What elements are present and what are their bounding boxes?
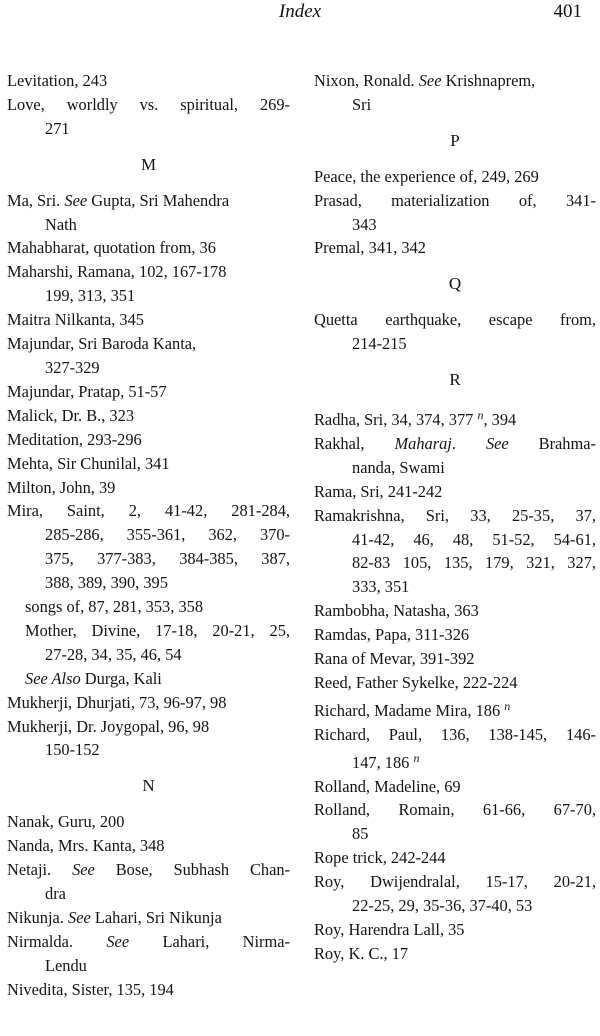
index-entry-heading: Milton, John, 39 (7, 477, 116, 497)
index-entry-heading: Radha, Sri, 34, 374, 377 $^n$, 394 (314, 407, 517, 429)
index-entry-heading: Maharshi, Ramana, 102, 167-178 (7, 262, 227, 282)
index-entry-continuation: 375, 377-383, 384-385, 387, (45, 549, 290, 569)
index-entry (7, 332, 290, 380)
index-entry (314, 308, 596, 356)
index-letter-heading (314, 129, 596, 153)
index-entry-continuation: 22-25, 29, 35-36, 37-40, 53 (352, 896, 533, 916)
index-entry (314, 165, 596, 189)
index-entry-continuation: 343 (352, 214, 377, 234)
index-entry-heading: Prasad, materialization of, 341- (314, 190, 596, 210)
index-entry-heading: Rolland, Romain, 61-66, 67-70, (314, 800, 596, 820)
index-entry-heading: Premal, 341, 342 (314, 238, 426, 258)
index-entry-heading: Roy, Dwijendralal, 15-17, 20-21, (314, 872, 596, 892)
index-entry-heading: Nirmalda. See Lahari, Nirma- (7, 931, 290, 951)
page-number: 401 (553, 1, 582, 22)
index-entry (7, 810, 290, 834)
index-letter-heading (314, 368, 596, 392)
index-entry (7, 906, 290, 930)
index-entry-heading: Nixon, Ronald. See Krishnaprem, (314, 71, 536, 90)
letter-heading-text: P (450, 130, 460, 150)
index-entry-heading: Quetta earthquake, escape from, (314, 310, 596, 330)
index-entry-continuation: Nath (45, 214, 77, 234)
index-entry-continuation: 214-215 (352, 334, 407, 354)
index-entry (7, 667, 290, 691)
index-entry-continuation: 327-329 (45, 357, 100, 377)
index-entry (7, 930, 290, 978)
index-entry (7, 189, 290, 237)
index-entry-continuation: dra (45, 884, 66, 903)
index-entry-heading: Netaji. See Bose, Subhash Chan- (7, 860, 291, 880)
index-entry-continuation: 82-83 105, 135, 179, 321, 327, (352, 553, 596, 573)
index-entry-heading: Richard, Madame Mira, 186 $^n$ (314, 698, 511, 720)
index-entry-heading: Rope trick, 242-244 (314, 848, 446, 868)
index-column-left (7, 69, 290, 1002)
index-entry-heading: Rolland, Madeline, 69 (314, 776, 461, 796)
index-entry-heading: Mukherji, Dhurjati, 73, 96-97, 98 (7, 692, 227, 712)
page-header (0, 0, 600, 30)
index-entry (7, 499, 290, 595)
index-entry (7, 691, 290, 715)
index-entry (314, 846, 596, 870)
index-entry (7, 858, 290, 906)
index-entry-heading: Ma, Sri. See Gupta, Sri Mahendra (7, 190, 230, 210)
index-entry-heading: Ramdas, Papa, 311-326 (314, 625, 470, 645)
index-entry-heading: Mother, Divine, 17-18, 20-21, 25, (25, 620, 290, 640)
index-entry-heading: Nanak, Guru, 200 (7, 812, 125, 832)
index-entry-heading: Malick, Dr. B., 323 (7, 405, 135, 425)
index-entry-continuation: 147, 186 $^n$ (352, 750, 420, 772)
index-entry-heading: Nikunja. See Lahari, Sri Nikunja (7, 907, 222, 927)
index-entry (314, 723, 596, 775)
index-entry-continuation: nanda, Swami (352, 457, 445, 477)
index-entry (7, 428, 290, 452)
index-entry-heading: Mira, Saint, 2, 41-42, 281-284, (7, 501, 290, 521)
index-entry (7, 236, 290, 260)
index-entry-heading: Rambobha, Natasha, 363 (314, 601, 479, 621)
index-entry (314, 798, 596, 846)
index-letter-heading (314, 272, 596, 296)
index-entry (7, 595, 290, 619)
index-entry (314, 480, 596, 504)
index-entry (314, 189, 596, 237)
index-entry (7, 69, 290, 93)
index-entry (7, 380, 290, 404)
index-entry-heading: Rakhal, Maharaj. See Brahma- (314, 433, 596, 453)
index-entry-heading: songs of, 87, 281, 353, 358 (25, 597, 204, 617)
letter-heading-text: N (142, 776, 155, 796)
index-letter-heading (7, 774, 290, 798)
index-entry (7, 978, 290, 1002)
index-entry (314, 404, 596, 432)
index-entry-continuation: 333, 351 (352, 577, 410, 597)
index-entry-continuation: 41-42, 46, 48, 51-52, 54-61, (352, 529, 596, 549)
letter-heading-text: R (449, 370, 461, 390)
index-entry-continuation: 85 (352, 824, 369, 844)
index-entry-heading: See Also Durga, Kali (25, 668, 162, 688)
index-entry (7, 834, 290, 858)
index-entry (7, 476, 290, 500)
index-entry-heading: Nivedita, Sister, 135, 194 (7, 979, 174, 999)
letter-heading-text: Q (448, 274, 462, 294)
index-entry-heading: Ramakrishna, Sri, 33, 25-35, 37, (314, 505, 596, 525)
index-column-right (314, 69, 596, 966)
index-entry (7, 260, 290, 308)
index-entry-heading: Meditation, 293-296 (7, 429, 142, 449)
index-entry-heading: Rama, Sri, 241-242 (314, 481, 443, 501)
letter-heading-text: M (140, 154, 157, 174)
index-entry-heading: Mehta, Sir Chunilal, 341 (7, 453, 170, 473)
index-entry-heading: Nanda, Mrs. Kanta, 348 (7, 836, 165, 856)
index-entry-heading: Peace, the experience of, 249, 269 (314, 166, 539, 186)
index-entry-continuation: 150-152 (45, 740, 100, 760)
index-entry (314, 942, 596, 966)
index-entry-heading: Maitra Nilkanta, 345 (7, 310, 145, 330)
index-entry-heading: Majundar, Pratap, 51-57 (7, 381, 167, 401)
index-entry-continuation: 271 (45, 118, 70, 138)
index-entry-heading: Mahabharat, quotation from, 36 (7, 238, 216, 258)
index-entry (314, 918, 596, 942)
index-entry-heading: Roy, K. C., 17 (314, 943, 409, 963)
index-letter-heading (7, 153, 290, 177)
index-entry (314, 870, 596, 918)
index-entry-heading: Mukherji, Dr. Joygopal, 96, 98 (7, 716, 210, 736)
index-entry (314, 599, 596, 623)
index-entry-continuation: Lendu (45, 955, 87, 975)
index-entry (7, 308, 290, 332)
index-entry (314, 504, 596, 600)
index-entry-heading: Levitation, 243 (7, 71, 108, 90)
index-entry-heading: Reed, Father Sykelke, 222-224 (314, 672, 518, 692)
index-entry-heading: Richard, Paul, 136, 138-145, 146- (314, 724, 596, 744)
index-entry (314, 623, 596, 647)
index-entry-heading: Love, worldly vs. spiritual, 269- (7, 94, 290, 114)
index-entry-heading: Rana of Mevar, 391-392 (314, 649, 475, 669)
index-entry-continuation: 388, 389, 390, 395 (45, 573, 168, 593)
index-entry-continuation: 27-28, 34, 35, 46, 54 (45, 644, 182, 664)
index-entry (7, 93, 290, 141)
index-entry (314, 236, 596, 260)
index-entry (314, 647, 596, 671)
index-entry (7, 619, 290, 667)
index-entry-continuation: 285-286, 355-361, 362, 370- (45, 525, 290, 545)
index-entry (314, 432, 596, 480)
index-entry (7, 715, 290, 763)
index-entry (7, 404, 290, 428)
index-entry (7, 452, 290, 476)
index-entry-heading: Majundar, Sri Baroda Kanta, (7, 334, 197, 354)
index-entry (314, 671, 596, 695)
index-entry-continuation: 199, 313, 351 (45, 286, 136, 306)
index-entry (314, 775, 596, 799)
index-entry (314, 69, 596, 117)
index-entry (314, 695, 596, 723)
index-entry-heading: Roy, Harendra Lall, 35 (314, 920, 465, 939)
index-entry-continuation: Sri (352, 94, 372, 114)
running-head-title: Index (278, 1, 322, 22)
